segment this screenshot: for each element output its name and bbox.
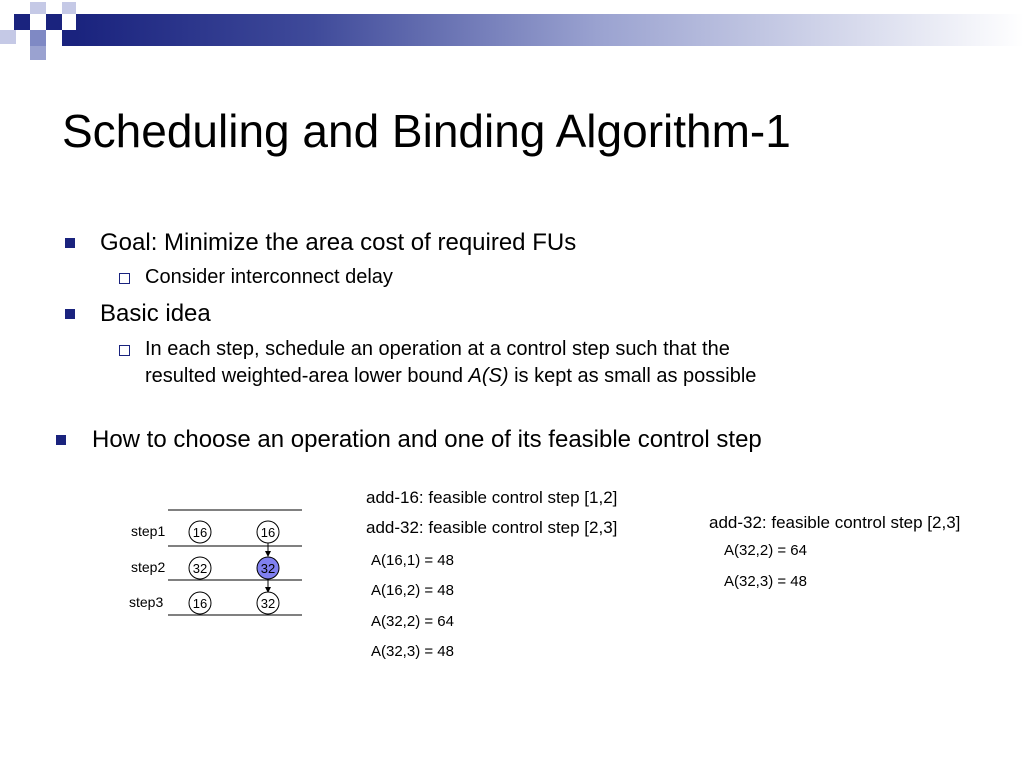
area-value: A(32,3) = 48 [371, 643, 454, 660]
slide-title: Scheduling and Binding Algorithm-1 [62, 105, 791, 157]
hollow-square-icon [119, 273, 130, 284]
area-value: A(32,2) = 64 [724, 542, 807, 559]
area-value: A(32,2) = 64 [371, 613, 454, 630]
hollow-square-icon [119, 345, 130, 356]
feasible-step-add16: add-16: feasible control step [1,2] [366, 488, 618, 507]
decor-square [30, 2, 46, 14]
area-value: A(32,3) = 48 [724, 573, 807, 590]
bullet-square-icon [65, 238, 75, 248]
sub-bullet-line1: In each step, schedule an operation at a control step such that the [145, 338, 730, 360]
sub-bullet-line2 [145, 363, 756, 390]
decor-square [62, 2, 76, 14]
step-label: step3 [129, 594, 164, 610]
decor-square [62, 30, 76, 46]
op-label: 16 [192, 596, 208, 611]
sub-bullet-line2-text: resulted weighted-area lower bound [145, 365, 463, 387]
header-decoration [0, 0, 1024, 62]
op-label: 32 [260, 596, 276, 611]
bullet-square-icon [56, 435, 66, 445]
decor-square [0, 30, 16, 44]
feasible-step-add32-right: add-32: feasible control step [2,3] [709, 513, 961, 532]
op-label: 16 [260, 525, 276, 540]
decor-square [30, 30, 46, 46]
decor-square [30, 46, 46, 60]
step-label: step2 [131, 559, 166, 575]
bullet-how-to-choose: How to choose an operation and one of its feasible control step [92, 426, 762, 453]
op-label: 32 [260, 561, 276, 576]
feasible-step-add32: add-32: feasible control step [2,3] [366, 518, 618, 537]
header-gradient-bar [76, 14, 1024, 46]
sub-bullet-line2-tail: is kept as small as possible [514, 365, 757, 387]
bullet-goal: Goal: Minimize the area cost of required FUs [100, 229, 577, 256]
sub-bullet-italic: A(S) [468, 365, 509, 387]
step-label: step1 [131, 523, 166, 539]
area-value: A(16,1) = 48 [371, 552, 454, 569]
sub-bullet-interconnect: Consider interconnect delay [145, 266, 393, 288]
decor-square [46, 14, 62, 30]
decor-square [14, 14, 30, 30]
op-label: 32 [192, 561, 208, 576]
bullet-basic-idea: Basic idea [100, 300, 211, 327]
bullet-square-icon [65, 309, 75, 319]
area-value: A(16,2) = 48 [371, 582, 454, 599]
op-label: 16 [192, 525, 208, 540]
